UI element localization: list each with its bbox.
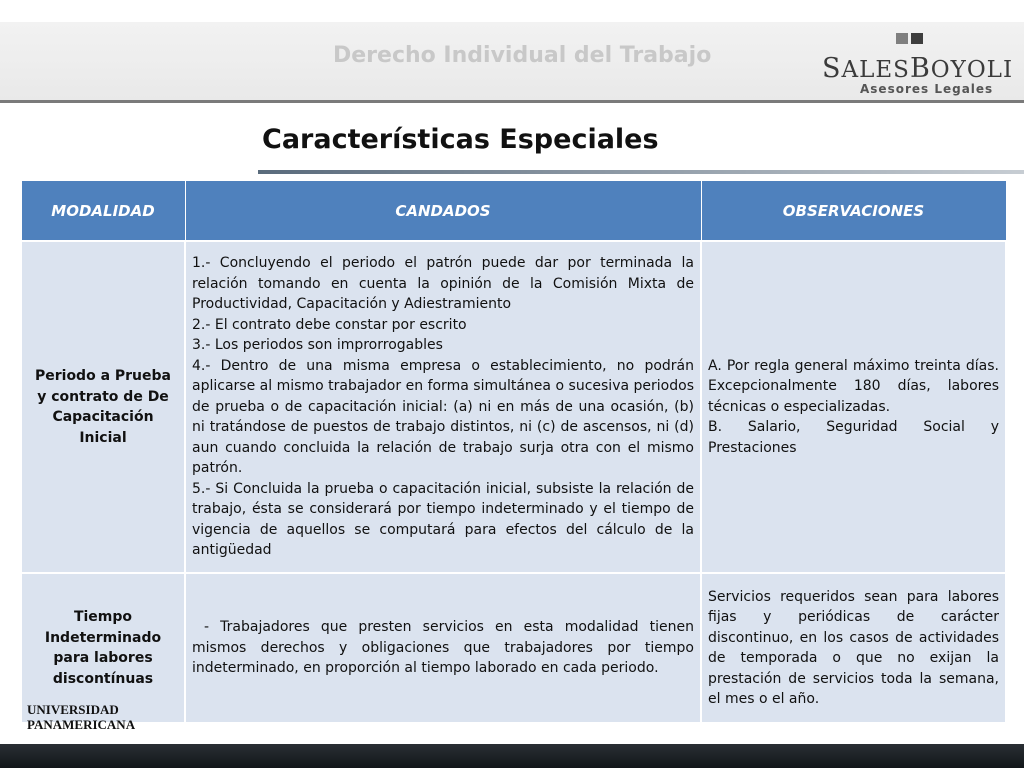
observaciones-cell	[701, 241, 1006, 573]
candado-item: 2.- El contrato debe constar por escrito	[192, 316, 467, 333]
candado-item: 5.- Si Concluida la prueba o capacitación inicial, subsiste la relación de trabajo, ésta se considerará por tiempo indeterminado y el tiempo de vigencia de aquellos se computará para efectos del cálculo de la antigüedad	[192, 480, 694, 559]
modalidad-cell: Tiempo Indeterminado para labores discontínuas	[21, 573, 185, 723]
table-row	[21, 573, 1006, 723]
candado-item: - Trabajadores que presten servicios en esta modalidad tienen mismos derechos y obligaciones que trabajadores por tiempo indeterminado, en proporción al tiempo laborado en cada periodo.	[192, 619, 694, 677]
modalidad-cell: Periodo a Prueba y contrato de De Capacitación Inicial	[21, 241, 185, 573]
university-line-1: UNIVERSIDAD	[27, 702, 119, 717]
column-header-candados: CANDADOS	[185, 181, 701, 242]
column-header-observaciones: OBSERVACIONES	[701, 181, 1006, 242]
slide-title: Características Especiales	[262, 124, 659, 155]
section-title: Derecho Individual del Trabajo	[333, 43, 712, 68]
observacion-item: A. Por regla general máximo treinta días. Excepcionalmente 180 días, labores técnicas o especializadas.	[708, 357, 999, 415]
header-divider	[0, 100, 1024, 103]
logo-subtitle: Asesores Legales	[860, 82, 994, 96]
table-header-row	[21, 181, 1006, 242]
footer-bar	[0, 744, 1024, 768]
university-line-2: PANAMERICANA	[27, 717, 136, 732]
title-rule	[258, 170, 1024, 174]
candado-item: 1.- Concluyendo el periodo el patrón puede dar por terminada la relación tomando en cuenta la opinión de la Comisión Mixta de Productividad, Capacitación y Adiestramiento	[192, 255, 694, 313]
logo-wordmark: SALESBOYOLI	[822, 53, 1014, 84]
candados-cell	[185, 241, 701, 573]
observacion-item: B. Salario, Seguridad Social y Prestaciones	[708, 419, 999, 456]
column-header-modalidad: MODALIDAD	[21, 181, 185, 242]
table-row	[21, 241, 1006, 573]
candado-item: 3.- Los periodos son improrrogables	[192, 337, 443, 354]
logo-squares-icon	[896, 31, 926, 49]
university-logo-text	[27, 702, 135, 732]
candados-cell	[185, 573, 701, 723]
candado-item: 4.- Dentro de una misma empresa o establecimiento, no podrán aplicarse al mismo trabajador en forma simultánea o sucesiva periodos de prueba o de capacitación inicial: (a) ni en más de una ocasión, (b) ni tratándose de puestos de trabajo distintos, ni (c) de ascensos, ni (d) aun cuando concluida la relación de trabajo surja otra con el mismo patrón.	[192, 357, 694, 477]
observacion-item: Servicios requeridos sean para labores fijas y periódicas de carácter discontinuo, en los casos de actividades de temporada o que no exijan la prestación de servicios toda la semana, el mes o el año.	[708, 588, 999, 707]
characteristics-table	[20, 180, 1007, 724]
observaciones-cell	[701, 573, 1006, 723]
